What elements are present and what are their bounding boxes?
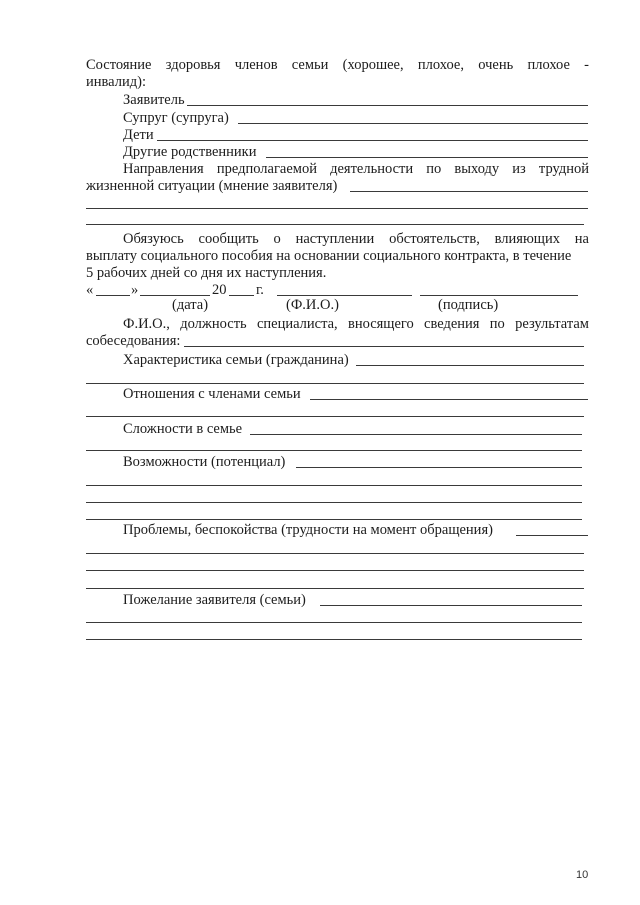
name-line[interactable] [277, 295, 412, 296]
obligation-line1: Обязуюсь сообщить о наступлении обстоятельств, влияющих на [123, 231, 589, 247]
problems-answer-line3[interactable] [86, 570, 584, 571]
member-spouse-line[interactable] [238, 123, 588, 124]
directions-line1: Направления предполагаемой деятельности по выходу из трудной [123, 161, 589, 177]
directions-answer-line2[interactable] [86, 208, 588, 209]
date-caption: (дата) [172, 297, 209, 313]
family-characteristics-label: Характеристика семьи (гражданина) [123, 352, 349, 368]
member-children-line[interactable] [157, 140, 588, 141]
directions-answer-line3[interactable] [86, 224, 584, 225]
directions-line2: жизненной ситуации (мнение заявителя) [86, 178, 338, 194]
date-quote-open: « [86, 282, 94, 298]
date-year-suffix: г. [256, 282, 264, 298]
health-intro-line2: инвалид): [86, 74, 146, 90]
name-caption: (Ф.И.О.) [286, 297, 339, 313]
member-applicant-line[interactable] [187, 105, 588, 106]
obligation-line3: 5 рабочих дней со дня их наступления. [86, 265, 327, 281]
difficulties-label: Сложности в семье [123, 421, 243, 437]
member-relatives-line[interactable] [266, 157, 588, 158]
difficulties-answer-line1[interactable] [250, 434, 582, 435]
date-year-line[interactable] [229, 295, 254, 296]
member-spouse-label: Супруг (супруга) [123, 110, 229, 126]
specialist-line1: Ф.И.О., должность специалиста, вносящего сведения по результатам [123, 316, 589, 332]
specialist-line2: собеседования: [86, 333, 181, 349]
member-relatives-label: Другие родственники [123, 144, 257, 160]
relations-answer-line1[interactable] [310, 399, 588, 400]
problems-answer-line2[interactable] [86, 553, 584, 554]
obligation-line2: выплату социального пособия на основании социального контракта, в течение [86, 248, 572, 264]
problems-answer-line1[interactable] [516, 535, 588, 536]
wishes-answer-line1[interactable] [320, 605, 582, 606]
wishes-answer-line3[interactable] [86, 639, 582, 640]
date-day-line[interactable] [96, 295, 130, 296]
signature-line[interactable] [420, 295, 578, 296]
wishes-label: Пожелание заявителя (семьи) [123, 592, 306, 608]
date-quote-close: » [131, 282, 139, 298]
signature-caption: (подпись) [438, 297, 499, 313]
member-applicant-label: Заявитель [123, 92, 185, 108]
date-month-line[interactable] [140, 295, 210, 296]
wishes-answer-line2[interactable] [86, 622, 582, 623]
potential-label: Возможности (потенциал) [123, 454, 286, 470]
problems-label: Проблемы, беспокойства (трудности на момент обращения) [123, 522, 493, 538]
page-number: 10 [576, 869, 589, 881]
potential-answer-line4[interactable] [86, 519, 582, 520]
potential-answer-line2[interactable] [86, 485, 582, 486]
potential-answer-line3[interactable] [86, 502, 582, 503]
potential-answer-line1[interactable] [296, 467, 582, 468]
relations-label: Отношения с членами семьи [123, 386, 301, 402]
relations-answer-line2[interactable] [86, 416, 584, 417]
problems-answer-line4[interactable] [86, 588, 584, 589]
family-answer-line2[interactable] [86, 383, 584, 384]
health-intro-line1: Состояние здоровья членов семьи (хорошее, плохое, очень плохое - [86, 57, 589, 73]
member-children-label: Дети [123, 127, 154, 143]
directions-answer-line1[interactable] [350, 191, 588, 192]
date-year-prefix: 20 [212, 282, 227, 298]
family-answer-line1[interactable] [356, 365, 584, 366]
difficulties-answer-line2[interactable] [86, 450, 582, 451]
specialist-answer-line[interactable] [184, 346, 584, 347]
